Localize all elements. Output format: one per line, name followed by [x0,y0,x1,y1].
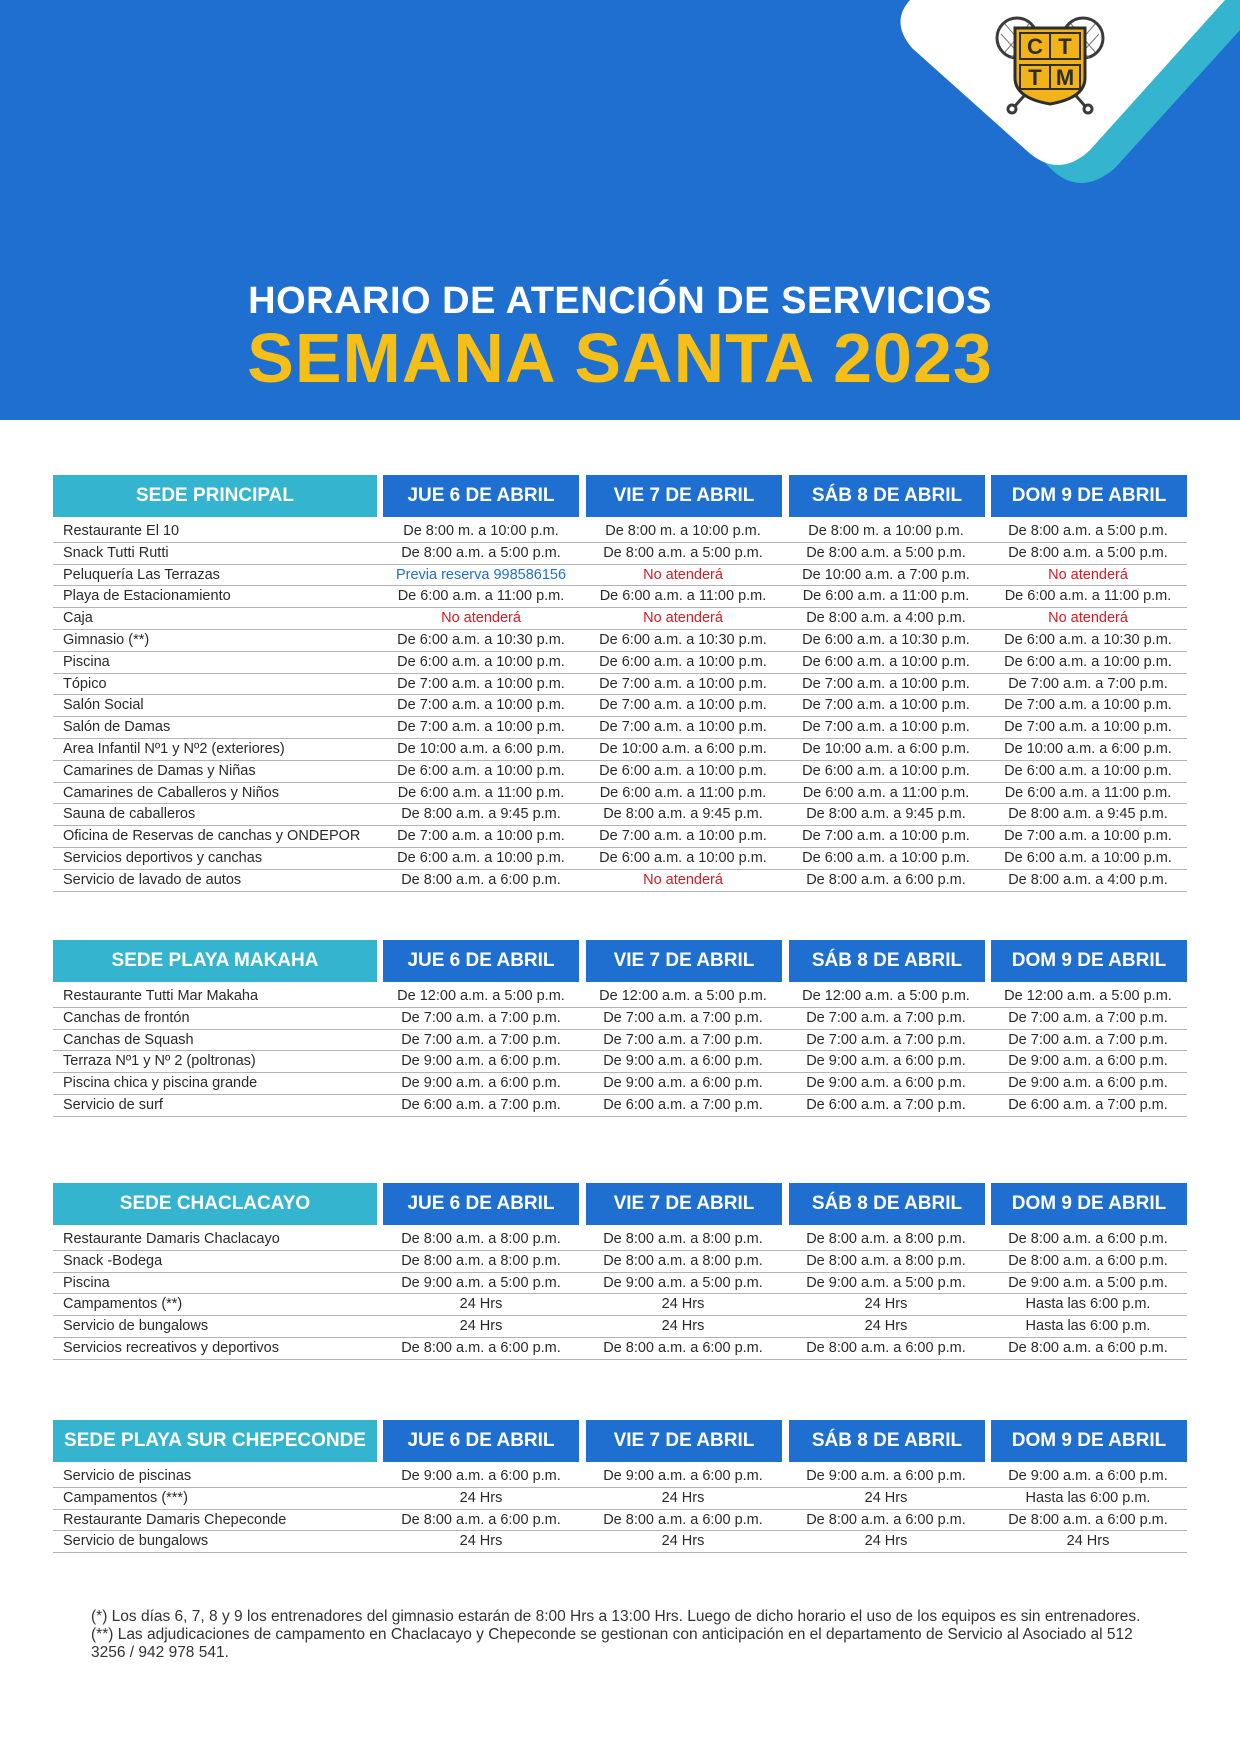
day-header: VIE 7 DE ABRIL [586,940,782,982]
table-row [53,652,1187,674]
logo-letter-t1: T [1058,34,1072,59]
table-row [53,1531,1187,1553]
hours-cell: 24 Hrs [1066,1533,1110,1550]
hours-cell: De 6:00 a.m. a 10:00 p.m. [802,762,970,779]
service-name: Servicio de lavado de autos [63,871,242,888]
day-header: JUE 6 DE ABRIL [383,475,579,517]
logo-letter-c: C [1027,34,1043,59]
hours-cell: De 6:00 a.m. a 10:00 p.m. [1004,762,1172,779]
hours-cell: De 7:00 a.m. a 7:00 p.m. [603,1031,763,1048]
hours-cell: Hasta las 6:00 p.m. [1025,1318,1151,1335]
hours-cell: De 7:00 a.m. a 10:00 p.m. [397,828,565,845]
service-name: Piscina [63,653,110,670]
hours-cell: De 8:00 m. a 10:00 p.m. [605,523,761,539]
hours-cell: De 8:00 a.m. a 9:45 p.m. [401,806,561,823]
hours-cell: No atenderá [643,871,723,888]
club-logo [995,14,1105,116]
service-name: Tópico [63,675,107,692]
service-name: Restaurante Tutti Mar Makaha [63,988,259,1004]
table-row [53,1488,1187,1510]
hours-cell: De 6:00 a.m. a 11:00 p.m. [1004,784,1172,801]
day-header: JUE 6 DE ABRIL [383,1183,579,1225]
logo-letter-m: M [1055,65,1075,90]
venue-header: SEDE PLAYA SUR CHEPECONDE [53,1420,377,1462]
table-row [53,717,1187,739]
service-name: Servicio de piscinas [63,1468,192,1484]
service-name: Servicios recreativos y deportivos [63,1339,279,1356]
hours-cell: 24 Hrs [459,1318,503,1335]
hours-cell: De 7:00 a.m. a 10:00 p.m. [397,719,565,736]
footnotes [91,1608,1151,1662]
day-header: DOM 9 DE ABRIL [991,475,1187,517]
table-row [53,1338,1187,1360]
service-name: Restaurante Damaris Chaclacayo [63,1231,280,1247]
service-name: Servicio de bungalows [63,1318,209,1335]
table-row [53,1030,1187,1052]
service-name: Piscina chica y piscina grande [63,1075,258,1092]
table-row [53,608,1187,630]
hours-cell: De 8:00 a.m. a 5:00 p.m. [806,544,966,561]
hours-cell: De 8:00 a.m. a 5:00 p.m. [401,544,561,561]
table-row [53,1510,1187,1532]
hours-cell: De 6:00 a.m. a 10:00 p.m. [802,849,970,866]
service-name: Canchas de Squash [63,1031,194,1048]
service-name: Terraza Nº1 y Nº 2 (poltronas) [63,1053,256,1070]
table-row [53,848,1187,870]
table-row [53,761,1187,783]
hours-cell: 24 Hrs [661,1296,705,1313]
hours-cell: 24 Hrs [459,1296,503,1313]
hours-cell: De 8:00 a.m. a 6:00 p.m. [401,1339,561,1356]
hours-cell: De 8:00 a.m. a 6:00 p.m. [1008,1231,1168,1247]
hours-cell: No atenderá [441,610,521,627]
table-row [53,695,1187,717]
hours-cell: 24 Hrs [661,1318,705,1335]
day-header: SÁB 8 DE ABRIL [789,1420,985,1462]
day-header: JUE 6 DE ABRIL [383,1420,579,1462]
hours-cell: 24 Hrs [661,1489,705,1506]
hours-cell: De 6:00 a.m. a 11:00 p.m. [397,784,565,801]
venue-header: SEDE CHACLACAYO [53,1183,377,1225]
table-row [53,1273,1187,1295]
table-body [53,1229,1187,1360]
hours-cell: De 9:00 a.m. a 6:00 p.m. [401,1053,561,1070]
table-row [53,1466,1187,1488]
hours-cell: De 9:00 a.m. a 6:00 p.m. [806,1468,966,1484]
hours-cell: Hasta las 6:00 p.m. [1025,1489,1151,1506]
hours-cell: De 8:00 a.m. a 9:45 p.m. [806,806,966,823]
hours-cell: De 8:00 a.m. a 6:00 p.m. [1008,1339,1168,1356]
hours-cell: De 6:00 a.m. a 7:00 p.m. [603,1096,763,1113]
day-header: SÁB 8 DE ABRIL [789,1183,985,1225]
hours-cell: De 6:00 a.m. a 10:00 p.m. [1004,849,1172,866]
table-row [53,1294,1187,1316]
hours-cell: De 7:00 a.m. a 10:00 p.m. [802,828,970,845]
table-body [53,986,1187,1117]
service-name: Restaurante Damaris Chepeconde [63,1511,287,1528]
hours-cell: De 7:00 a.m. a 10:00 p.m. [397,697,565,714]
hours-cell: De 9:00 a.m. a 6:00 p.m. [806,1075,966,1092]
hours-cell: De 6:00 a.m. a 11:00 p.m. [802,588,970,605]
hours-cell: De 7:00 a.m. a 7:00 p.m. [401,1031,561,1048]
hours-cell: 24 Hrs [459,1533,503,1550]
hours-cell: De 9:00 a.m. a 6:00 p.m. [401,1468,561,1484]
table-row [53,630,1187,652]
hours-cell: No atenderá [1048,610,1128,627]
hours-cell: De 8:00 a.m. a 9:45 p.m. [1008,806,1168,823]
table-row [53,1073,1187,1095]
hours-cell: De 6:00 a.m. a 10:00 p.m. [1004,653,1172,670]
day-header: VIE 7 DE ABRIL [586,1420,782,1462]
hours-cell: De 7:00 a.m. a 10:00 p.m. [599,828,767,845]
table-body [53,521,1187,892]
hours-cell: De 6:00 a.m. a 11:00 p.m. [599,588,767,605]
footnote-gym: (*) Los días 6, 7, 8 y 9 los entrenadores del gimnasio estarán de 8:00 Hrs a 13:00 Hrs. Luego de dicho horario el uso de los equipos es sin entrenadores. [91,1608,1141,1625]
hours-cell: De 9:00 a.m. a 5:00 p.m. [603,1274,763,1291]
service-name: Piscina [63,1274,110,1291]
service-name: Camarines de Damas y Niñas [63,762,256,779]
hours-cell: De 10:00 a.m. a 6:00 p.m. [802,740,970,757]
hours-cell: De 7:00 a.m. a 7:00 p.m. [806,1009,966,1026]
hours-cell: De 6:00 a.m. a 11:00 p.m. [397,588,565,605]
hours-cell: De 8:00 a.m. a 5:00 p.m. [1008,544,1168,561]
hours-cell: De 10:00 a.m. a 7:00 p.m. [802,566,970,583]
service-name: Area Infantil Nº1 y Nº2 (exteriores) [63,740,285,757]
hours-cell: De 8:00 a.m. a 6:00 p.m. [806,1511,966,1528]
table-row [53,586,1187,608]
hours-cell: De 8:00 a.m. a 8:00 p.m. [806,1231,966,1247]
hours-cell: No atenderá [643,566,723,583]
hours-cell: De 6:00 a.m. a 10:30 p.m. [802,631,970,648]
hours-cell: No atenderá [643,610,723,627]
table-header [53,1183,1187,1225]
hours-cell: De 8:00 a.m. a 6:00 p.m. [401,1511,561,1528]
hours-cell: De 6:00 a.m. a 11:00 p.m. [1004,588,1172,605]
hours-cell: De 12:00 a.m. a 5:00 p.m. [1004,988,1172,1004]
hours-cell: De 9:00 a.m. a 5:00 p.m. [401,1274,561,1291]
table-header [53,475,1187,517]
day-header: SÁB 8 DE ABRIL [789,940,985,982]
hours-cell: De 7:00 a.m. a 10:00 p.m. [802,719,970,736]
hours-cell: De 7:00 a.m. a 10:00 p.m. [1004,719,1172,736]
hours-cell: De 9:00 a.m. a 5:00 p.m. [1008,1274,1168,1291]
hours-cell: De 9:00 a.m. a 6:00 p.m. [1008,1053,1168,1070]
service-name: Canchas de frontón [63,1009,190,1026]
hours-cell: De 8:00 m. a 10:00 p.m. [403,523,559,539]
service-name: Servicio de bungalows [63,1533,209,1550]
venue-header: SEDE PLAYA MAKAHA [53,940,377,982]
hours-cell: De 6:00 a.m. a 10:00 p.m. [802,653,970,670]
table-row [53,1008,1187,1030]
table-row [53,986,1187,1008]
service-name: Sauna de caballeros [63,806,196,823]
hours-cell: De 6:00 a.m. a 11:00 p.m. [802,784,970,801]
hours-cell: De 8:00 a.m. a 6:00 p.m. [806,1339,966,1356]
hours-cell: De 6:00 a.m. a 10:00 p.m. [599,653,767,670]
service-name: Camarines de Caballeros y Niños [63,784,279,801]
service-name: Caja [63,610,93,627]
hours-cell: Hasta las 6:00 p.m. [1025,1296,1151,1313]
service-name: Restaurante El 10 [63,523,180,539]
hours-cell: De 7:00 a.m. a 10:00 p.m. [1004,828,1172,845]
hours-cell: De 6:00 a.m. a 10:00 p.m. [397,653,565,670]
table-header [53,1420,1187,1462]
service-name: Servicios deportivos y canchas [63,849,263,866]
hours-cell: De 10:00 a.m. a 6:00 p.m. [599,740,767,757]
table-row [53,783,1187,805]
hours-cell: De 9:00 a.m. a 6:00 p.m. [1008,1468,1168,1484]
table-row [53,739,1187,761]
hours-cell: De 8:00 a.m. a 6:00 p.m. [603,1511,763,1528]
section-sede-principal [53,475,1187,892]
service-name: Oficina de Reservas de canchas y ONDEPOR [63,828,361,845]
hours-cell: 24 Hrs [864,1533,908,1550]
table-header [53,940,1187,982]
page-title: HORARIO DE ATENCIÓN DE SERVICIOS [248,280,992,322]
table-row [53,1051,1187,1073]
hours-cell: De 9:00 a.m. a 6:00 p.m. [603,1053,763,1070]
hours-cell: De 6:00 a.m. a 10:30 p.m. [397,631,565,648]
page-subtitle: SEMANA SANTA 2023 [247,319,993,397]
hours-cell: De 7:00 a.m. a 10:00 p.m. [397,675,565,692]
service-name: Peluquería Las Terrazas [63,566,220,583]
hours-cell: De 9:00 a.m. a 5:00 p.m. [806,1274,966,1291]
service-name: Campamentos (***) [63,1489,188,1506]
table-row [53,870,1187,892]
hours-cell: De 8:00 a.m. a 8:00 p.m. [401,1252,561,1269]
hours-cell: De 8:00 a.m. a 5:00 p.m. [1008,523,1168,539]
hours-cell: De 12:00 a.m. a 5:00 p.m. [397,988,565,1004]
table-row [53,1095,1187,1117]
hours-cell: De 7:00 a.m. a 7:00 p.m. [603,1009,763,1026]
hours-cell: De 6:00 a.m. a 10:30 p.m. [599,631,767,648]
hours-cell: De 6:00 a.m. a 7:00 p.m. [806,1096,966,1113]
service-name: Salón Social [63,697,144,714]
table-row [53,521,1187,543]
table-row [53,543,1187,565]
hours-cell: De 12:00 a.m. a 5:00 p.m. [802,988,970,1004]
hours-cell: 24 Hrs [864,1296,908,1313]
service-name: Salón de Damas [63,719,171,736]
table-row [53,674,1187,696]
hours-cell: No atenderá [1048,566,1128,583]
service-name: Gimnasio (**) [63,631,150,648]
day-header: VIE 7 DE ABRIL [586,1183,782,1225]
hours-cell: De 6:00 a.m. a 11:00 p.m. [599,784,767,801]
hours-cell: De 7:00 a.m. a 10:00 p.m. [599,697,767,714]
hours-cell: De 9:00 a.m. a 6:00 p.m. [806,1053,966,1070]
hours-cell: De 7:00 a.m. a 7:00 p.m. [1008,675,1168,692]
hours-cell: De 9:00 a.m. a 6:00 p.m. [603,1075,763,1092]
hours-cell: De 8:00 a.m. a 6:00 p.m. [1008,1511,1168,1528]
hours-cell: De 8:00 a.m. a 6:00 p.m. [806,871,966,888]
hours-cell: De 7:00 a.m. a 10:00 p.m. [802,697,970,714]
table-row [53,826,1187,848]
hours-cell: De 7:00 a.m. a 10:00 p.m. [802,675,970,692]
hours-cell: De 8:00 a.m. a 9:45 p.m. [603,806,763,823]
footnote-camping: (**) Las adjudicaciones de campamento en Chaclacayo y Chepeconde se gestionan con anticipación en el departamento de Servicio al Asociado al 512 3256 / 942 978 541. [91,1626,1133,1661]
hours-cell: De 9:00 a.m. a 6:00 p.m. [401,1075,561,1092]
hours-cell: De 12:00 a.m. a 5:00 p.m. [599,988,767,1004]
section-sede-chaclacayo [53,1183,1187,1360]
hours-cell: De 7:00 a.m. a 10:00 p.m. [599,675,767,692]
hours-cell: 24 Hrs [864,1489,908,1506]
hours-cell: 24 Hrs [864,1318,908,1335]
hours-cell: Previa reserva 998586156 [395,566,567,583]
hours-cell: De 10:00 a.m. a 6:00 p.m. [397,740,565,757]
header-banner [0,0,1240,420]
table-body [53,1466,1187,1553]
hours-cell: De 8:00 a.m. a 8:00 p.m. [401,1231,561,1247]
hours-cell: 24 Hrs [661,1533,705,1550]
day-header: DOM 9 DE ABRIL [991,940,1187,982]
logo-letter-t2: T [1028,65,1042,90]
hours-cell: De 6:00 a.m. a 7:00 p.m. [401,1096,561,1113]
day-header: DOM 9 DE ABRIL [991,1183,1187,1225]
hours-cell: De 8:00 a.m. a 8:00 p.m. [603,1252,763,1269]
hours-cell: De 9:00 a.m. a 6:00 p.m. [603,1468,763,1484]
table-row [53,1316,1187,1338]
hours-cell: De 6:00 a.m. a 10:00 p.m. [599,849,767,866]
hours-cell: 24 Hrs [459,1489,503,1506]
venue-header: SEDE PRINCIPAL [53,475,377,517]
hours-cell: De 8:00 a.m. a 6:00 p.m. [1008,1252,1168,1269]
table-row [53,804,1187,826]
day-header: DOM 9 DE ABRIL [991,1420,1187,1462]
hours-cell: De 8:00 a.m. a 4:00 p.m. [806,610,966,627]
service-name: Snack -Bodega [63,1252,163,1269]
hours-cell: De 8:00 a.m. a 8:00 p.m. [603,1231,763,1247]
hours-cell: De 6:00 a.m. a 10:00 p.m. [397,762,565,779]
hours-cell: De 8:00 a.m. a 4:00 p.m. [1008,871,1168,888]
day-header: SÁB 8 DE ABRIL [789,475,985,517]
hours-cell: De 6:00 a.m. a 10:30 p.m. [1004,631,1172,648]
service-name: Campamentos (**) [63,1296,183,1313]
table-row [53,1251,1187,1273]
table-row [53,1229,1187,1251]
hours-cell: De 8:00 a.m. a 8:00 p.m. [806,1252,966,1269]
hours-cell: De 10:00 a.m. a 6:00 p.m. [1004,740,1172,757]
hours-cell: De 7:00 a.m. a 10:00 p.m. [599,719,767,736]
hours-cell: De 6:00 a.m. a 7:00 p.m. [1008,1096,1168,1113]
section-sede-playa-makaha [53,940,1187,1117]
hours-cell: De 8:00 a.m. a 6:00 p.m. [401,871,561,888]
hours-cell: De 6:00 a.m. a 10:00 p.m. [599,762,767,779]
hours-cell: De 7:00 a.m. a 7:00 p.m. [806,1031,966,1048]
hours-cell: De 7:00 a.m. a 10:00 p.m. [1004,697,1172,714]
service-name: Snack Tutti Rutti [63,544,169,561]
service-name: Servicio de surf [63,1096,163,1113]
day-header: VIE 7 DE ABRIL [586,475,782,517]
hours-cell: De 8:00 m. a 10:00 p.m. [808,523,964,539]
hours-cell: De 7:00 a.m. a 7:00 p.m. [1008,1009,1168,1026]
day-header: JUE 6 DE ABRIL [383,940,579,982]
hours-cell: De 6:00 a.m. a 10:00 p.m. [397,849,565,866]
hours-cell: De 8:00 a.m. a 5:00 p.m. [603,544,763,561]
hours-cell: De 9:00 a.m. a 6:00 p.m. [1008,1075,1168,1092]
service-name: Playa de Estacionamiento [63,588,231,605]
table-row [53,565,1187,587]
hours-cell: De 8:00 a.m. a 6:00 p.m. [603,1339,763,1356]
section-sede-playa-sur-chepeconde [53,1420,1187,1553]
hours-cell: De 7:00 a.m. a 7:00 p.m. [401,1009,561,1026]
hours-cell: De 7:00 a.m. a 7:00 p.m. [1008,1031,1168,1048]
